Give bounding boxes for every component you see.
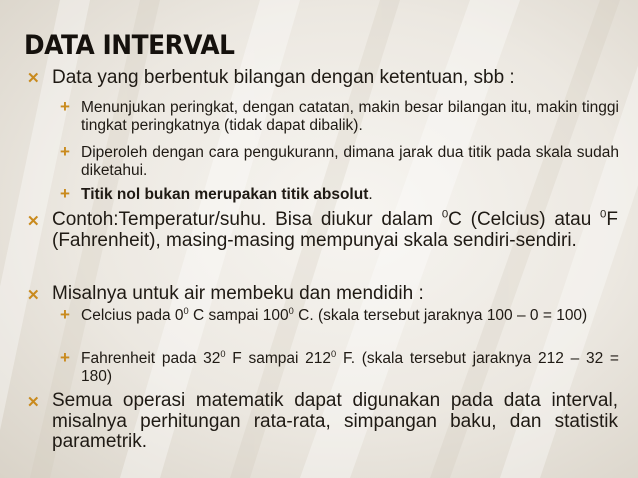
superscript: 0 <box>600 208 607 221</box>
plus-bullet-icon: + <box>60 97 70 116</box>
bold-text: Titik nol bukan merupakan titik absolut <box>81 186 369 203</box>
subbullet-text: Menunjukan peringkat, dengan catatan, makin besar bilangan itu, makin tinggi tingkat peringkatnya (tidak dapat dibalik). <box>81 99 619 134</box>
x-bullet-icon: ✕ <box>27 394 40 411</box>
bullet-text: Semua operasi matematik dapat digunakan pada data interval, misalnya perhitungan rata-rata, simpangan baku, dan statistik parametrik. <box>52 390 618 452</box>
plus-bullet-icon: + <box>60 142 70 161</box>
x-bullet-icon: ✕ <box>27 287 40 304</box>
suffix-text: . <box>368 186 373 203</box>
plus-bullet-icon: + <box>60 184 70 203</box>
superscript: 0 <box>220 348 226 359</box>
text-part: C. (skala tersebut jaraknya 100 – 0 = 100) <box>293 307 588 324</box>
text-part: Contoh:Temperatur/suhu. Bisa diukur dalam <box>52 209 442 230</box>
subbullet-text <box>81 186 619 204</box>
subbullet-text <box>81 307 619 325</box>
text-part: F. (skala tersebut jaraknya 212 – 32 = 180) <box>81 350 619 385</box>
x-bullet-icon: ✕ <box>27 70 40 87</box>
subbullet-text <box>81 350 619 385</box>
text-part: F (Fahrenheit), masing-masing mempunyai skala sendiri-sendiri. <box>52 209 618 251</box>
superscript: 0 <box>441 208 449 221</box>
bullet-text: Data yang berbentuk bilangan dengan ketentuan, sbb : <box>52 67 515 88</box>
bullet-text <box>52 210 618 251</box>
superscript: 0 <box>331 348 337 359</box>
text-part: Celcius pada 0 <box>81 307 184 324</box>
slide-title: DATA INTERVAL <box>24 30 235 61</box>
superscript: 0 <box>288 305 294 316</box>
plus-bullet-icon: + <box>60 305 70 324</box>
subbullet-text: Diperoleh dengan cara pengukurann, dimana jarak dua titik pada skala sudah diketahui. <box>81 144 619 179</box>
text-part: C sampai 100 <box>188 307 289 324</box>
text-part: F sampai 212 <box>225 350 332 367</box>
text-part: Fahrenheit pada 32 <box>81 350 221 367</box>
superscript: 0 <box>183 305 189 316</box>
plus-bullet-icon: + <box>60 348 70 367</box>
text-part: C (Celcius) atau <box>448 209 601 230</box>
bullet-text: Misalnya untuk air membeku dan mendidih : <box>52 283 424 304</box>
x-bullet-icon: ✕ <box>27 213 40 230</box>
